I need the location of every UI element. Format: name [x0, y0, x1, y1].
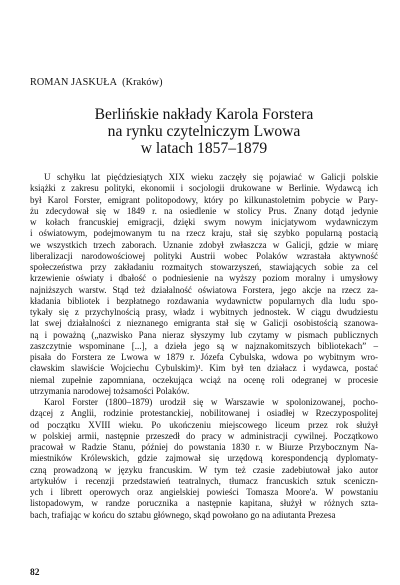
- author-name: ROMAN JASKUŁA: [30, 77, 117, 88]
- text-line: dzącej z Anglii, rodzinie protestanckiej, nobilitowanej i osiadłej w Rzeczypospolitej: [30, 408, 378, 419]
- text-line: liberalizacji narodowościowej polityki Austrii wobec Polaków wzrastała aktywność: [30, 250, 378, 261]
- text-line: U schyłku lat pięćdziesiątych XIX wieku zaczęły się pojawiać w Galicji polskie: [44, 172, 378, 182]
- page-number: 82: [30, 568, 40, 578]
- text-line: ych i librett operowych oraz angielskiej powieści Tomasza Moore'a. W powstaniu: [30, 487, 378, 497]
- text-line: żu zdecydował się w 1849 r. na osiedlenie w stolicy Prus. Znany dotąd jedynie: [30, 205, 378, 216]
- title-line: Berlińskie nakłady Karola Forstera: [94, 106, 314, 123]
- author-line: [30, 77, 163, 88]
- text-line: listopadowym, w randze porucznika a następnie kapitana, służył w różnych szta-: [30, 498, 378, 509]
- text-line: krzewienie oświaty i dbałość o podniesienie na wyższy poziom moralny i umysłowy: [30, 273, 378, 284]
- paragraph: [30, 397, 378, 521]
- article-body: [30, 172, 378, 521]
- title-line: na rynku czytelniczym Lwowa: [107, 123, 301, 140]
- text-line: we wszystkich trzech zaborach. Uznanie zdobył zwłaszcza w Galicji, gdzie w miarę: [30, 239, 378, 250]
- text-line: miestników Królewskich, gdzie zajmował się urzędową korespondencją dyplomaty-: [30, 453, 378, 464]
- text-line: niemal zupełnie zapomniana, oczekująca wciąż na ocenę roli odegranej w procesie: [30, 374, 378, 385]
- text-line: pisała do Forstera ze Lwowa w 1879 r. Józefa Cybulska, wdowa po wybitnym wro-: [30, 352, 378, 362]
- text-line: i oświatowym, podejmowanym tu na rzecz kraju, stał się szybko popularną postacią: [30, 228, 378, 239]
- text-line: tykały się z przychylnością prasy, władz i wybitnych jednostek. W ciągu dwudziestu: [30, 307, 378, 317]
- article-title: [30, 106, 378, 157]
- text-line: książki z zakresu polityki, ekonomii i socjologii drukowane w Berlinie. Wydawcą ich: [30, 183, 378, 194]
- text-line: utrzymania narodowej tożsamości Polaków.: [30, 385, 190, 396]
- text-line: lat swej działalności z nieznanego emigranta stał się w Galicji osobistością szanowa-: [30, 318, 378, 329]
- author-affiliation: (Kraków): [122, 77, 163, 88]
- text-line: najniższych warstw. Stąd też działalność oświatowa Forstera, jego akcje na rzecz za-: [30, 284, 378, 295]
- article-page: [30, 0, 378, 585]
- text-line: w kołach francuskiej emigracji, dzięki swym nowym inicjatywom wydawniczym: [30, 217, 378, 227]
- text-line: w polskiej armii, następnie przeszedł do pracy w administracji cywilnej. Początkowo: [30, 430, 378, 441]
- text-line: czną prowadzoną w języku francuskim. W tym też czasie zadebiutował jako autor: [30, 464, 378, 475]
- text-line: bach, trafiając w końcu do sztabu głównego, skąd powołano go na adiutanta Prezesa: [30, 509, 336, 520]
- text-line: społeczeństwa przy zakładaniu rozmaitych stowarzyszeń, stawiających sobie za cel: [30, 262, 378, 272]
- text-line: Karol Forster (1800–1879) urodził się w Warszawie w spolonizowanej, pocho-: [44, 397, 378, 407]
- text-line: kładania bibliotek i bezpłatnego rozdawania wydawnictw popularnych dla ludu spo-: [30, 295, 378, 306]
- text-line: od początku XVIII wieku. Po ukończeniu miejscowego liceum przez rok służył: [30, 419, 378, 430]
- text-line: artykułów i recenzji przedstawień teatralnych, tłumacz francuskich sztuk sceniczn-: [30, 475, 378, 486]
- text-line: zaszczytnie wspominane [...], a dzieła jego są w najznakomitszych bibliotekach” –: [30, 340, 378, 351]
- text-line: ną i poważną („nazwisko Pana nieraz słyszymy lub czytamy w pismach publicznych: [30, 329, 378, 340]
- text-line: pracował w Radzie Stanu, później do powstania 1830 r. w Biurze Przybocznym Na-: [30, 442, 378, 452]
- paragraph: [30, 172, 378, 397]
- text-line: cławskim slawiście Wojciechu Cybulskim)¹. Kim był ten działacz i wydawca, postać: [30, 363, 378, 374]
- title-line: w latach 1857–1879: [140, 140, 268, 157]
- text-line: był Karol Forster, emigrant politopodowy, który po kilkunastoletnim pobycie w Pary-: [30, 194, 378, 205]
